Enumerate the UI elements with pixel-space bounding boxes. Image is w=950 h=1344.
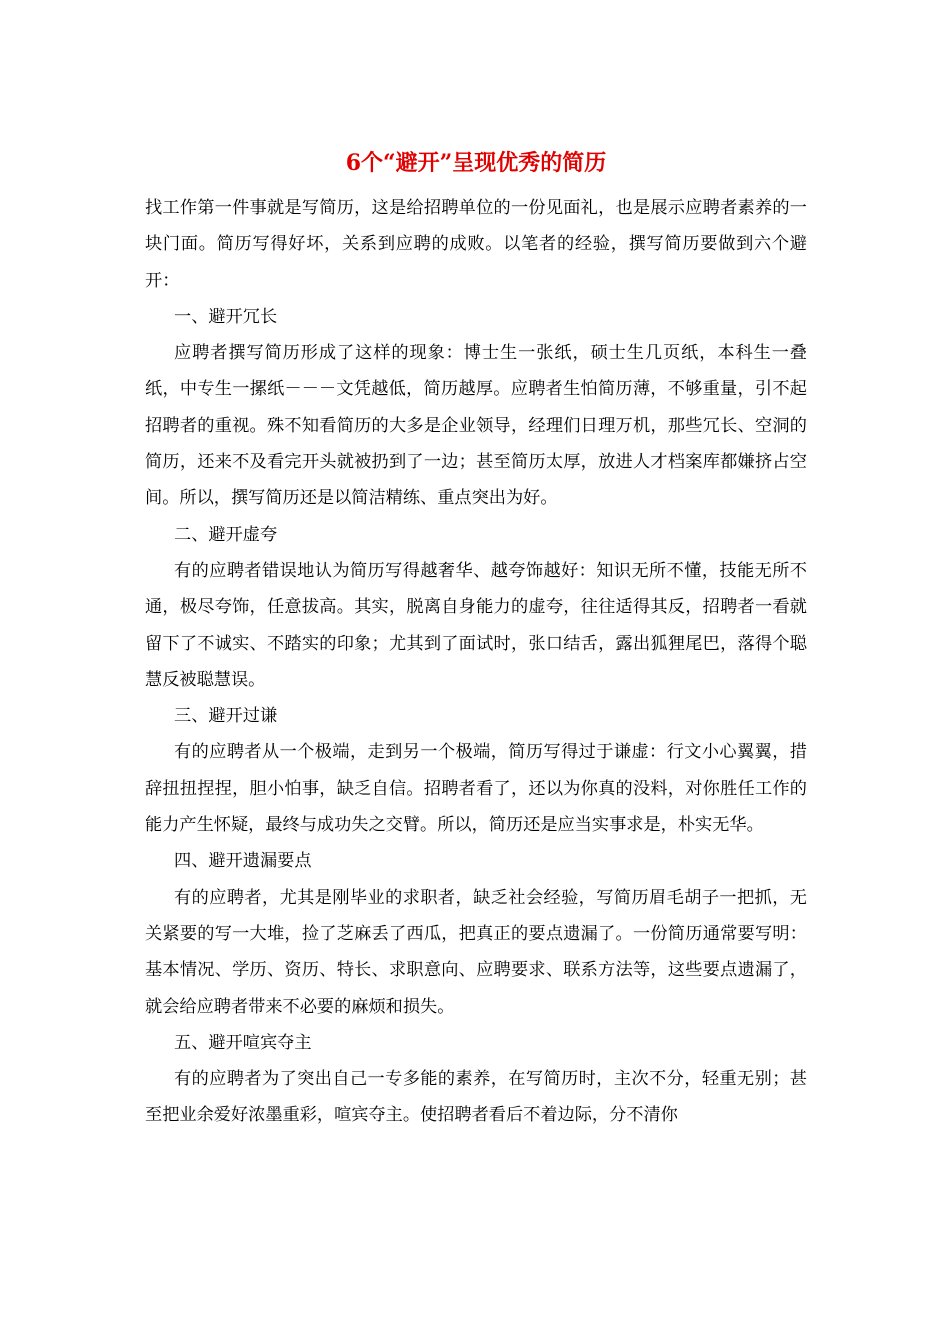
section-2: [145, 517, 807, 698]
document-title: 6个“避开”呈现优秀的简历: [345, 150, 607, 176]
section-3: [145, 698, 807, 843]
document-page: [145, 148, 807, 1134]
section-5: [145, 1025, 807, 1134]
section-body: 有的应聘者错误地认为简历写得越奢华、越夸饰越好：知识无所不懂，技能无所不通，极尽夸饰，任意拔高。其实，脱离自身能力的虚夸，往往适得其反，招聘者一看就留下了不诚实、不踏实的印象；尤其到了面试时，张口结舌，露出狐狸尾巴，落得个聪慧反被聪慧误。: [145, 560, 807, 690]
section-heading: 二、避开虚夸: [174, 524, 278, 545]
section-4: [145, 843, 807, 1024]
section-heading: 四、避开遗漏要点: [174, 851, 312, 872]
section-heading: 一、避开冗长: [174, 306, 278, 327]
section-body: 有的应聘者，尤其是刚毕业的求职者，缺乏社会经验，写简历眉毛胡子一把抓，无关紧要的写一大堆，捡了芝麻丢了西瓜，把真正的要点遗漏了。一份简历通常要写明：基本情况、学历、资历、特长、求职意向、应聘要求、联系方法等，这些要点遗漏了，就会给应聘者带来不必要的麻烦和损失。: [145, 887, 807, 1017]
section-heading: 五、避开喧宾夺主: [174, 1032, 312, 1053]
intro-paragraph: 找工作第一件事就是写简历，这是给招聘单位的一份见面礼，也是展示应聘者素养的一块门面。简历写得好坏，关系到应聘的成败。以笔者的经验，撰写简历要做到六个避开：: [145, 198, 807, 291]
section-body: 有的应聘者从一个极端，走到另一个极端，简历写得过于谦虚：行文小心翼翼，措辞扭扭捏捏，胆小怕事，缺乏自信。招聘者看了，还以为你真的没料，对你胜任工作的能力产生怀疑，最终与成功失之交臂。所以，简历还是应当实事求是，朴实无华。: [145, 742, 807, 836]
section-1: [145, 299, 807, 517]
section-heading: 三、避开过谦: [174, 706, 278, 727]
section-body: 有的应聘者为了突出自己一专多能的素养，在写简历时，主次不分，轻重无别；甚至把业余爱好浓墨重彩，喧宾夺主。使招聘者看后不着边际，分不清你: [145, 1069, 807, 1126]
section-body: 应聘者撰写简历形成了这样的现象：博士生一张纸，硕士生几页纸，本科生一叠纸，中专生一摞纸－－－文凭越低，简历越厚。应聘者生怕简历薄，不够重量，引不起招聘者的重视。殊不知看简历的大多是企业领导，经理们日理万机，那些冗长、空洞的简历，还来不及看完开头就被扔到了一边；甚至简历太厚，放进人才档案库都嫌挤占空间。所以，撰写简历还是以简洁精练、重点突出为好。: [145, 343, 807, 509]
